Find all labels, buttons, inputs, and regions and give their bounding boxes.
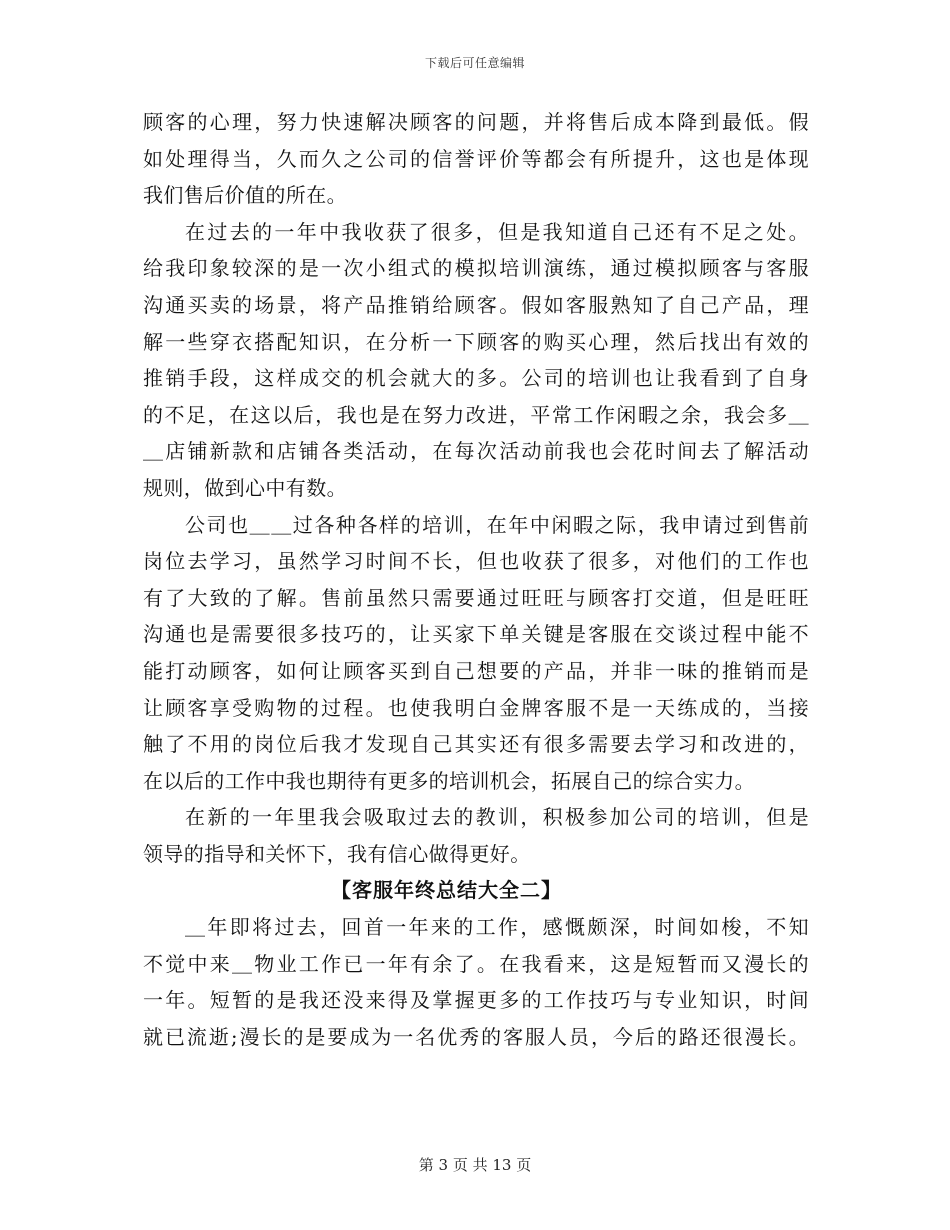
document-body	[143, 104, 809, 1055]
text-line: 顾客的心理，努力快速解决顾客的问题，并将售后成本降到最低。假	[143, 110, 809, 134]
paragraph	[143, 507, 809, 800]
text-line: 领导的指导和关怀下，我有信心做得更好。	[143, 841, 531, 866]
section-heading: 【客服年终总结大全二】	[331, 878, 562, 903]
text-line: ＿店铺新款和店铺各类活动，在每次活动前我也会花时间去了解活动	[143, 439, 809, 464]
text-line: 给我印象较深的是一次小组式的模拟培训演练，通过模拟顾客与客服	[143, 256, 809, 281]
page-header: 下载后可任意编辑	[424, 56, 525, 70]
text-line: 规则，做到心中有数。	[143, 475, 347, 500]
text-line: 如处理得当，久而久之公司的信誉评价等都会有所提升，这也是体现	[143, 146, 809, 171]
text-line: 岗位去学习，虽然学习时间不长，但也收获了很多，对他们的工作也	[143, 549, 809, 574]
text-line: 解一些穿衣搭配知识，在分析一下顾客的购买心理，然后找出有效的	[143, 329, 809, 354]
text-line: 在以后的工作中我也期待有更多的培训机会，拓展自己的综合实力。	[143, 768, 755, 793]
text-line: ＿年即将过去，回首一年来的工作，感慨颇深，时间如梭，不知	[185, 915, 809, 940]
page-footer: 第 3 页 共 13 页	[418, 1156, 532, 1174]
text-line: 就已流逝;漫长的是要成为一名优秀的客服人员，今后的路还很漫长。	[143, 1024, 809, 1049]
paragraph	[143, 799, 809, 872]
text-line: 有了大致的了解。售前虽然只需要通过旺旺与顾客打交道，但是旺旺	[143, 585, 809, 610]
text-line: 推销手段，这样成交的机会就大的多。公司的培训也让我看到了自身	[143, 366, 809, 391]
text-line: 我们售后价值的所在。	[143, 183, 347, 208]
text-line: 一年。短暂的是我还没来得及掌握更多的工作技巧与专业知识，时间	[143, 988, 809, 1013]
paragraph	[143, 214, 809, 507]
text-line: 公司也＿＿过各种各样的培训，在年中闲暇之际，我申请过到售前	[185, 512, 809, 537]
text-line: 的不足，在这以后，我也是在努力改进，平常工作闲暇之余，我会多＿	[143, 402, 809, 427]
text-line: 不觉中来＿物业工作已一年有余了。在我看来，这是短暂而又漫长的	[143, 951, 809, 976]
text-line: 在新的一年里我会吸取过去的教训，积极参加公司的培训，但是	[185, 805, 809, 830]
text-line: 触了不用的岗位后我才发现自己其实还有很多需要去学习和改进的，	[143, 732, 809, 757]
text-line: 让顾客享受购物的过程。也使我明白金牌客服不是一天练成的，当接	[143, 695, 809, 720]
text-line: 能打动顾客，如何让顾客买到自己想要的产品，并非一味的推销而是	[143, 658, 809, 683]
text-line: 沟通也是需要很多技巧的，让买家下单关键是客服在交谈过程中能不	[143, 622, 809, 647]
text-line: 沟通买卖的场景，将产品推销给顾客。假如客服熟知了自己产品，理	[143, 292, 809, 317]
text-line: 在过去的一年中我收获了很多，但是我知道自己还有不足之处。	[185, 219, 809, 244]
paragraph	[143, 104, 809, 214]
paragraph	[143, 909, 809, 1055]
